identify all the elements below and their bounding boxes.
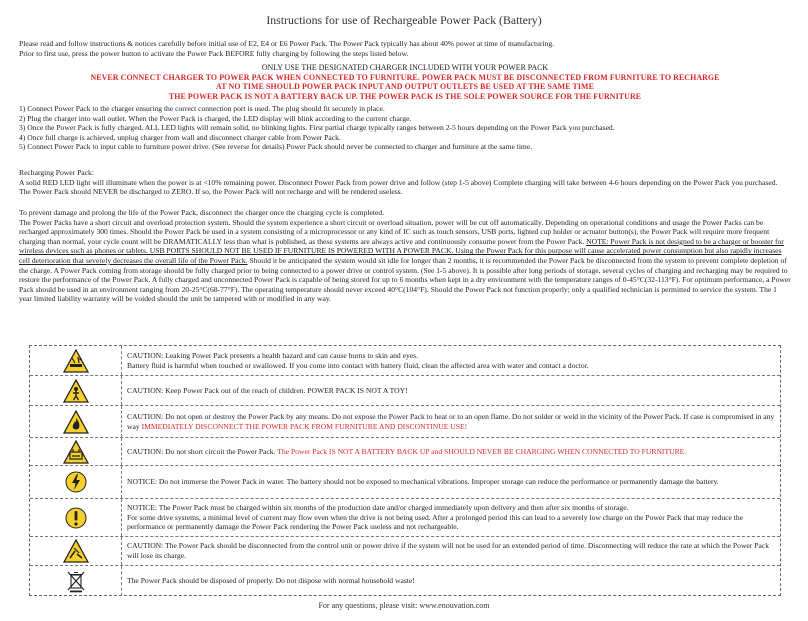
warning-line: THE POWER PACK IS NOT A BATTERY BACK UP. THE POWER PACK IS THE SOLE POWER SOURCE FOR THE FURNITURE — [168, 91, 642, 101]
intro-line: Please read and follow instructions & notices carefully before initial use of E2, E4 or E6 Power Pack. The Power Pack typically has about 40% power at time of manufacturing. — [19, 39, 555, 48]
caution-text: CAUTION: Do not open or destroy the Power Pack by any means. Do not expose the Power Pack to heat or to an open flame. Do not solder or weld in the vicinity of the Power Pack. If case is compromised in any way — [127, 411, 775, 431]
short-circuit-icon — [63, 440, 89, 464]
caution-text: The Power Pack should be disposed of properly. Do not dispose with normal household waste! — [127, 576, 415, 586]
child-warning-icon — [63, 379, 89, 403]
caution-row — [30, 438, 780, 466]
warning-block — [19, 63, 791, 101]
caution-text: For some drive systems, a minimal level of current may flow even when the drive is not being used. After a prolonged period this can lead to a severely low charge on the Power Pack that may reduce the performance or permanently damage the Power Pack rendering the Power Pack useless and not rechargeable. — [127, 512, 744, 532]
caution-row — [30, 466, 780, 499]
exclamation-icon — [65, 507, 87, 529]
prolong-body — [19, 218, 791, 304]
disconnect-warning-icon — [63, 539, 89, 563]
caution-text: NOTICE: Do not immerse the Power Pack in water. The battery should not be exposed to mechanical vibrations. Improper storage can reduce the performance or permanently damage the battery. — [127, 477, 719, 487]
prolong-text: The Power Packs have a short circuit and overload protection system. Should the system experience a short circuit or overload situation, power will be cut off automatically. Depending on operational conditions and usage the Power Packs can be recharged approximately 300 times. Should the Power Pack be used in a system consisting of a microprocessor or any kind of IC such as touch sensors, USB ports, lighted cup holder or actuator button(s), the Power Pack will require more frequent charging than normal, your cycle count will be DRAMATICALLY less than what is published, as these systems are always active and continuously consume power from the Power Pack. — [19, 217, 770, 246]
charging-steps — [19, 104, 791, 152]
warning-line: NEVER CONNECT CHARGER TO POWER PACK WHEN CONNECTED TO FURNITURE. POWER PACK MUST BE DISCONNECTED FROM FURNITURE TO RECHARGE — [90, 72, 720, 82]
recharging-text: A solid RED LED light will illuminate when the power is at <10% remaining power. Disconnect Power Pack from power drive and follow (step 1-5 above) Complete charging will take between 4-6 hours depending on the Power Pack you purchased. The Power Pack should NEVER be discharged to ZERO. If so, the Power Pack will not recharge and will be rendered useless. — [19, 177, 778, 197]
caution-red-text: IMMEDIATELY DISCONNECT THE POWER PACK FROM FURNITURE AND DISCONTINUE USE! — [141, 421, 468, 431]
prolong-section — [19, 208, 791, 304]
lightning-icon — [65, 471, 87, 493]
recharging-heading: Recharging Power Pack: — [19, 168, 94, 177]
step-item: 4) Once full charge is achieved, unplug charger from wall and disconnect charger cable from Power Pack. — [19, 132, 341, 142]
crossed-bin-icon — [66, 569, 86, 593]
caution-red-text: The Power Pack IS NOT A BATTERY BACK UP and SHOULD NEVER BE CHARGING WHEN CONNECTED TO FURNITURE. — [277, 446, 687, 456]
prolong-text-cont: Should it be anticipated the system would sit idle for longer than 2 months, it is recommended the Power Pack be disconnected from the system to prevent complete depletion of the charge. A Power Pack coming from storage should be fully charged prior to being connected to a power drive or control system. (See 1-5 above). It is possible after long periods of storage, several cycles of charging and recharging may be required to restore the performance of the Power Pack. A fully charged and unconnected Power Pack is capable of being stored for up to 6 months when kept in a dry environment with the temperature ranges of 0-45°C(32-113°F). For optimum performance, a Power Pack should be used in an environment ranging from 20-25°C(68-77°F). The operating temperature should never exceed 40°C(104°F). Should the Power Pack not function properly; only a qualified technician is permitted to service the system. The 1 year limited liability warranty will be voided should the unit be tampered with or modified in any way. — [19, 255, 791, 304]
caution-row — [30, 566, 780, 596]
footer-contact: For any questions, please visit: www.enouvation.com — [318, 601, 490, 610]
hazard-burn-icon — [63, 349, 89, 373]
step-item: 2) Plug the charger into wall outlet. When the Power Pack is charged, the LED display will blink according to the current charge. — [19, 113, 412, 123]
step-item: 1) Connect Power Pack to the charger ensuring the correct connection port is used. The plug should fit securely in place. — [19, 104, 385, 113]
caution-row — [30, 499, 780, 537]
caution-text: CAUTION: Leaking Power Pack presents a health hazard and can cause burns to skin and eyes. — [127, 350, 419, 360]
step-item: 5) Connect Power Pack to input cable to furniture power drive. (See reverse for details) Power Pack should never be connected to charger and furniture at the same time. — [19, 142, 533, 152]
warning-line: AT NO TIME SHOULD POWER PACK INPUT AND OUTPUT OUTLETS BE USED AT THE SAME TIME — [216, 82, 594, 92]
fire-warning-icon — [63, 410, 89, 434]
intro — [19, 39, 791, 58]
step-item: 3) Once the Power Pack is fully charged, ALL LED lights will remain solid, no blinking lights. First partial charge typically ranges between 2-5 hours depending on the Power Pack you purchased. — [19, 123, 615, 133]
caution-text: CAUTION: Keep Power Pack out of the reach of children. POWER PACK IS NOT A TOY! — [127, 385, 408, 395]
charger-notice: ONLY USE THE DESIGNATED CHARGER INCLUDED WITH YOUR POWER PACK — [261, 63, 549, 72]
prolong-intro: To prevent damage and prolong the life of the Power Pack, disconnect the charger once the charging cycle is completed. — [19, 208, 385, 217]
caution-row — [30, 537, 780, 566]
caution-text: NOTICE: The Power Pack must be charged within six months of the production date and/or charged immediately upon delivery and then after six months of storage. — [127, 503, 629, 513]
page-title: Instructions for use of Rechargeable Power Pack (Battery) — [266, 13, 542, 27]
caution-text: Battery fluid is harmful when touched or swallowed. If you come into contact with battery fluid, clean the affected area with water and contact a doctor. — [127, 360, 589, 370]
usb-note: NOTE: Power Pack is not designed to be a charger or booster for wireless devices such as phones or tablets. USB PORTS SHOULD NOT BE USED IF FURNITURE IS POWERED WITH A POWER PACK. Using the Power Pack for this purpose will cause accelerated power consumption but also rapidly increases cell deterioration that severely decreases the overall life of the Power Pack. — [19, 236, 784, 265]
caution-table — [29, 345, 781, 596]
caution-row — [30, 346, 780, 376]
caution-text: CAUTION: The Power Pack should be disconnected from the control unit or power drive if the system will not be used for an extended period of time. Disconnecting will reduce the rate at which the Power Pack will lose its charge. — [127, 541, 769, 560]
caution-row — [30, 376, 780, 406]
recharging-section — [19, 168, 791, 197]
caution-text: CAUTION: Do not short circuit the Power Pack. — [127, 446, 278, 456]
caution-row — [30, 406, 780, 438]
intro-line: Prior to first use, press the power button to activate the Power Pack BEFORE fully charging by following the steps listed below. — [19, 48, 409, 58]
